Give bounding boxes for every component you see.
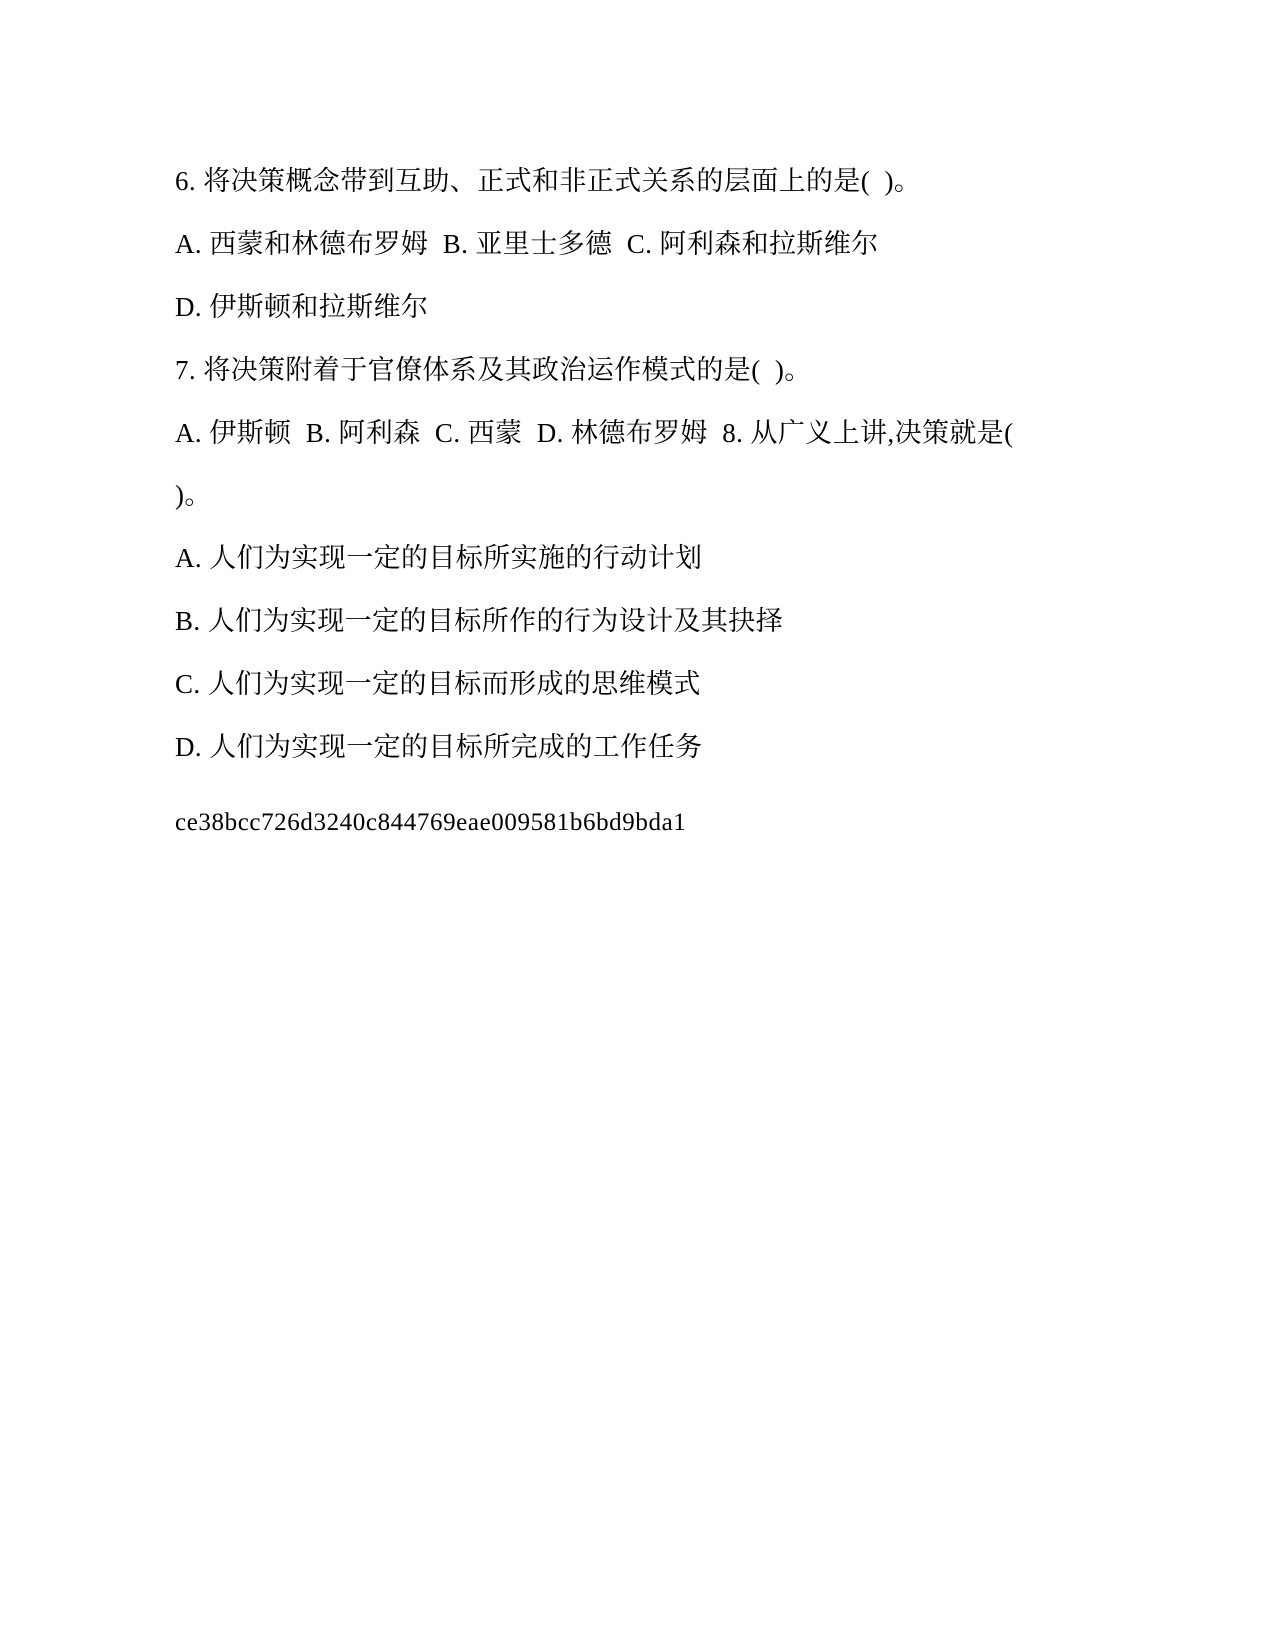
question-8-option-d: D. 人们为实现一定的目标所完成的工作任务 (175, 732, 703, 762)
question-7-options-and-question-8-stem: A. 伊斯顿 B. 阿利森 C. 西蒙 D. 林德布罗姆 8. 从广义上讲,决策就是( )。 (175, 418, 1028, 510)
question-7-stem: 7. 将决策附着于官僚体系及其政治运作模式的是( )。 (175, 355, 812, 385)
question-8-option-c: C. 人们为实现一定的目标而形成的思维模式 (175, 669, 701, 699)
question-8-option-a: A. 人们为实现一定的目标所实施的行动计划 (175, 543, 703, 573)
question-6-options-line-1: A. 西蒙和林德布罗姆 B. 亚里士多德 C. 阿利森和拉斯维尔 (175, 229, 879, 259)
question-6-stem: 6. 将决策概念带到互助、正式和非正式关系的层面上的是( )。 (175, 166, 922, 196)
question-8-option-b: B. 人们为实现一定的目标所作的行为设计及其抉择 (175, 606, 784, 636)
document-hash-footer: ce38bcc726d3240c844769eae009581b6bd9bda1 (175, 809, 687, 836)
document-body (175, 150, 1100, 854)
question-6-option-d: D. 伊斯顿和拉斯维尔 (175, 292, 429, 322)
